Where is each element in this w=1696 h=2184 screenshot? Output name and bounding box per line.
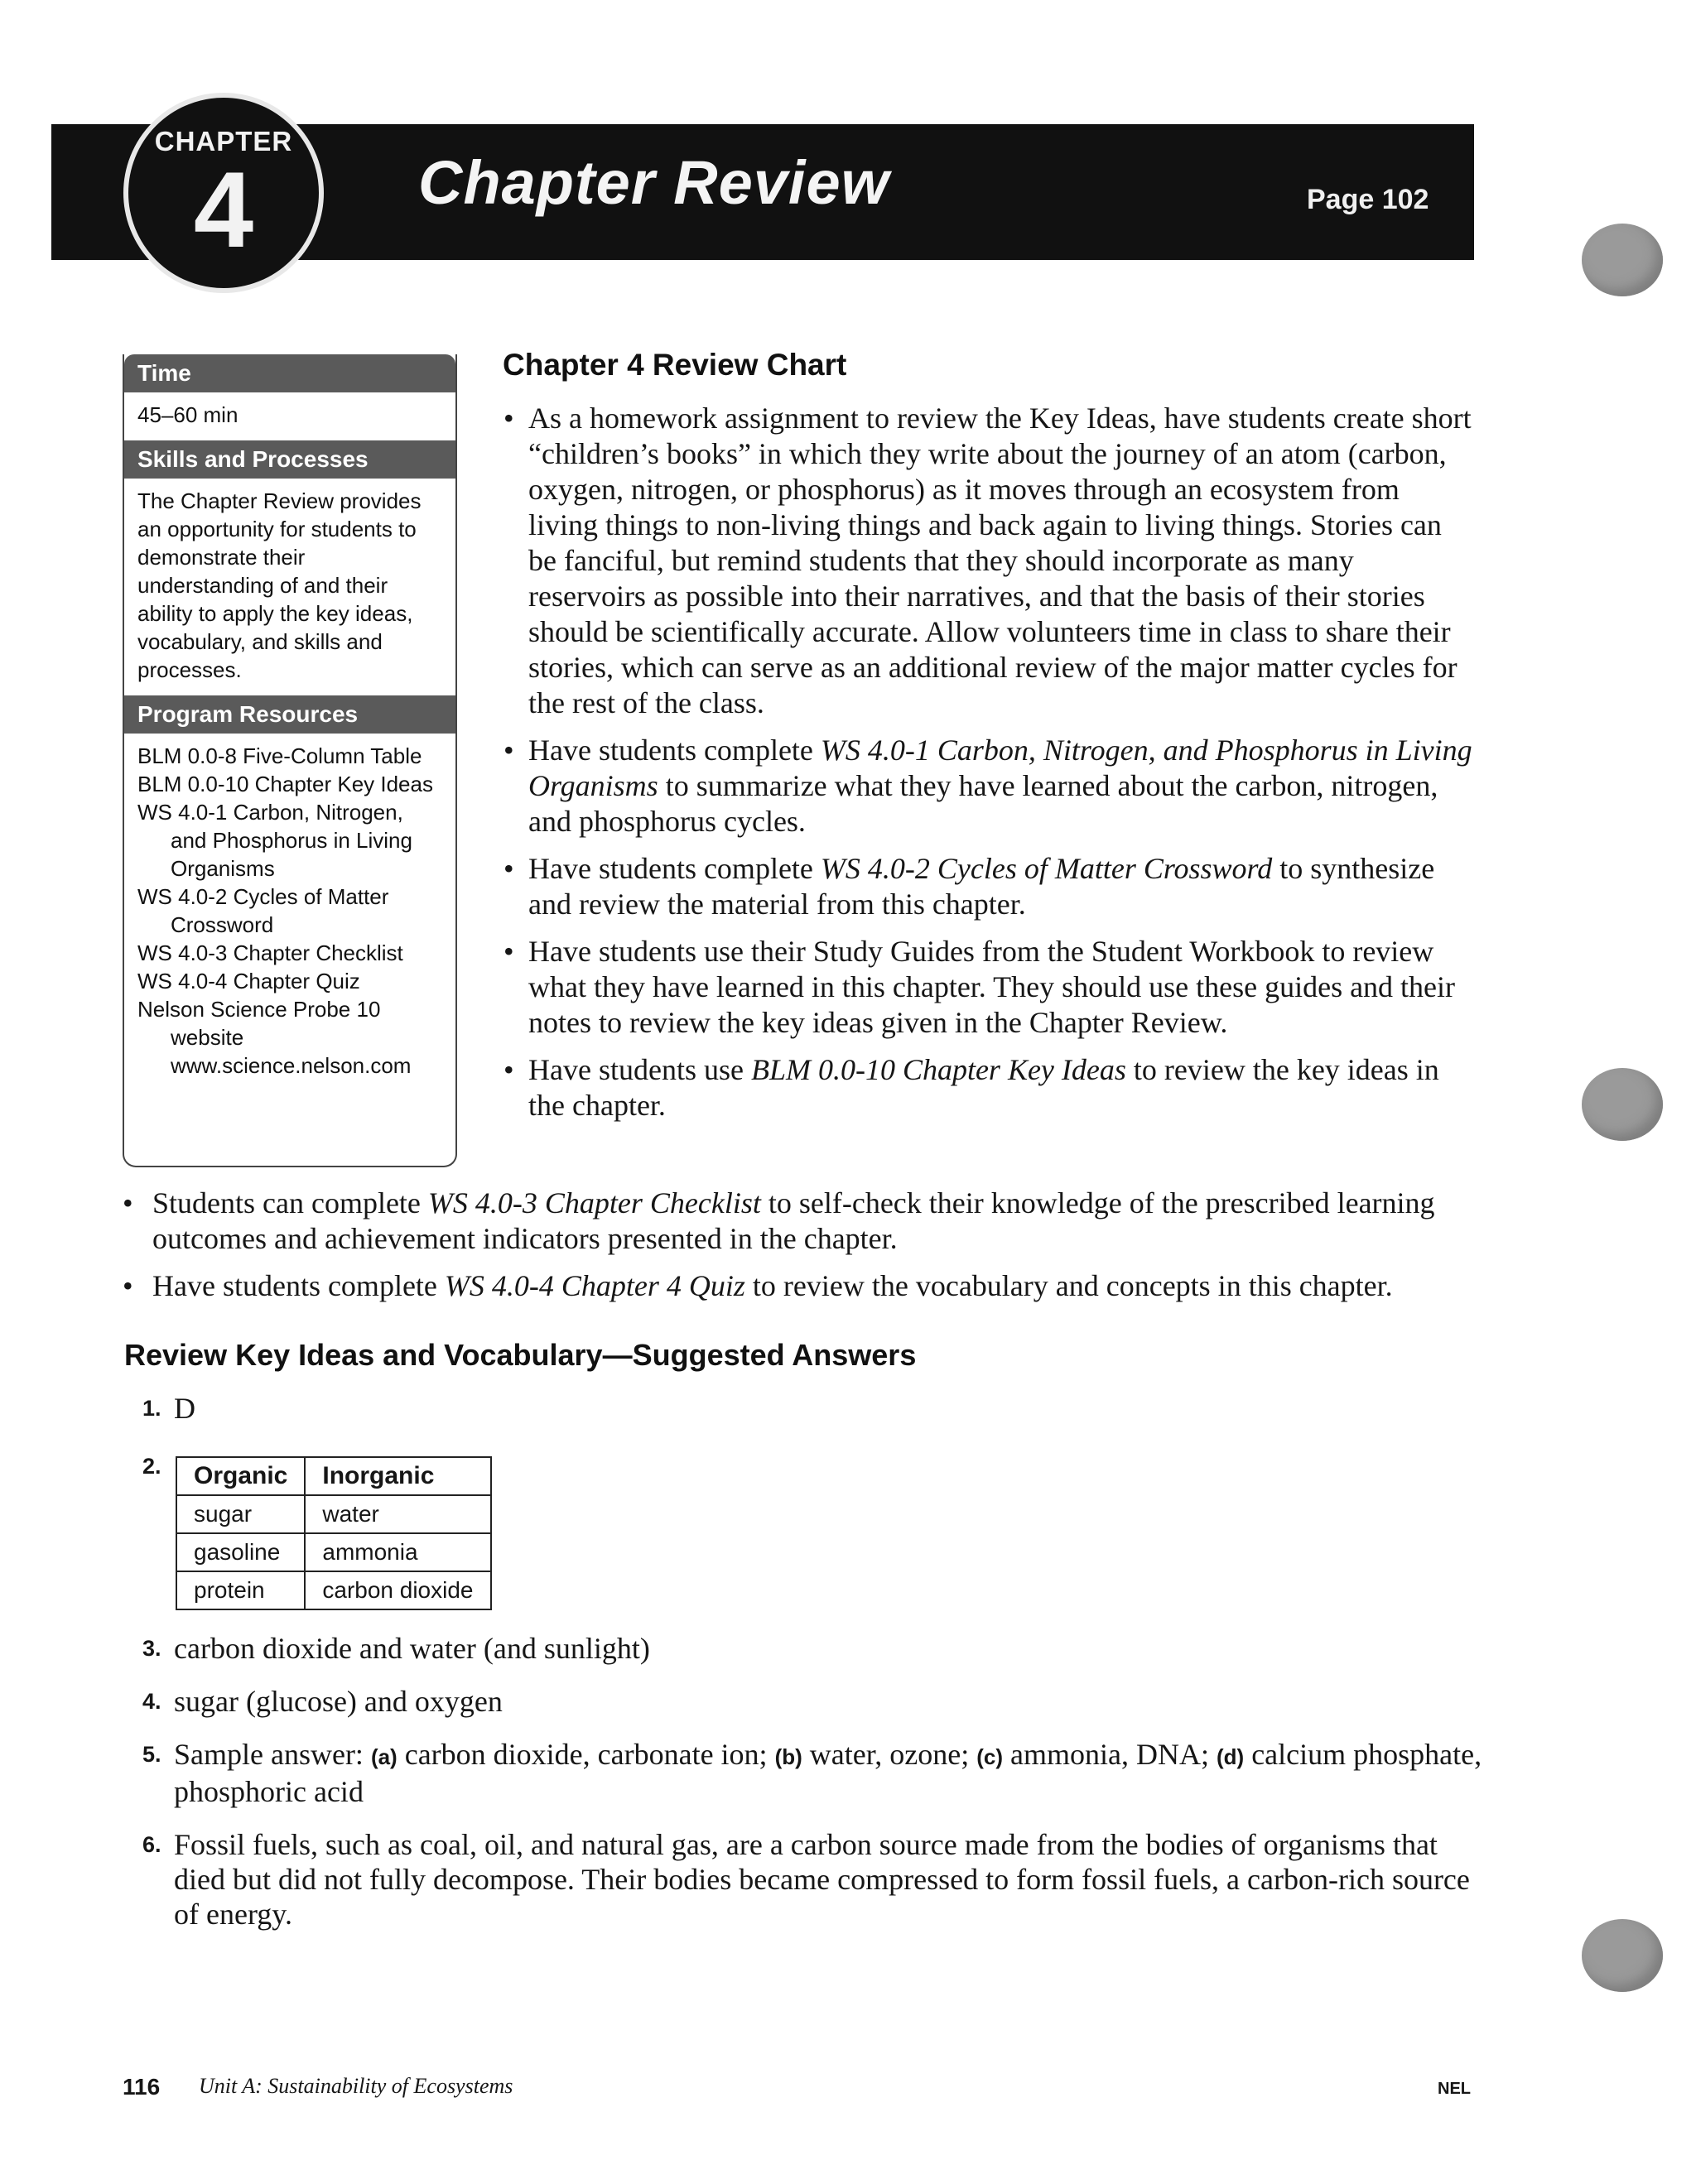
time-heading: Time xyxy=(124,354,455,392)
bullet-text: Students can complete xyxy=(152,1186,428,1219)
resources-heading: Program Resources xyxy=(124,695,455,734)
bullet-item xyxy=(504,1052,1472,1123)
answer-item xyxy=(142,1684,1484,1719)
footer-publisher: NEL xyxy=(1438,2080,1471,2098)
answer-text: Fossil fuels, such as coal, oil, and natural gas, are a carbon source made from the bodies of organisms that died but did not fully decompose. Their bodies became compressed to form fossil fuels, a carbon-rich source of energy. xyxy=(174,1828,1470,1931)
footer-unit-title: Unit A: Sustainability of Ecosystems xyxy=(199,2074,513,2098)
bullet-text: to synthesize and review the material from this chapter. xyxy=(528,852,1435,921)
resource-item: WS 4.0-1 Carbon, Nitrogen, and Phosphorus in Living Organisms xyxy=(137,800,412,881)
answer-text: D xyxy=(174,1392,195,1425)
bullet-text: Have students use their Study Guides from the Student Workbook to review what they have learned in this chapter. They should use these guides and their notes to review the key ideas given in the Chapter Review. xyxy=(528,935,1456,1039)
table-cell: protein xyxy=(176,1571,305,1609)
answer-number: 3. xyxy=(142,1636,161,1661)
table-cell: sugar xyxy=(176,1495,305,1533)
bullet-text: to self-check their knowledge of the prescribed learning outcomes and achievement indicators presented in the chapter. xyxy=(152,1186,1435,1255)
page-title: Chapter Review xyxy=(418,148,890,217)
answers-heading: Review Key Ideas and Vocabulary—Suggested Answers xyxy=(124,1338,917,1372)
part-label: (b) xyxy=(774,1744,802,1769)
skills-heading: Skills and Processes xyxy=(124,440,455,479)
answer-1 xyxy=(142,1391,1484,1444)
resource-item: Nelson Science Probe 10 website www.science.nelson.com xyxy=(137,997,412,1078)
table-row xyxy=(176,1495,491,1533)
organic-inorganic-table xyxy=(176,1456,492,1610)
answer-text: carbon dioxide and water (and sunlight) xyxy=(174,1632,650,1665)
answer-text: ammonia, DNA; xyxy=(1003,1738,1217,1771)
table-row xyxy=(176,1533,491,1571)
bullet-item xyxy=(504,851,1472,922)
full-width-bullets xyxy=(123,1186,1472,1316)
footer-page-number: 116 xyxy=(123,2074,161,2100)
bullet-item xyxy=(504,733,1472,839)
resource-reference: WS 4.0-1 Carbon, Nitrogen, and Phosphorus in Living Organisms xyxy=(528,734,1472,802)
table-header-cell: Organic xyxy=(176,1457,305,1495)
chapter-label: CHAPTER xyxy=(154,126,293,156)
table-cell: gasoline xyxy=(176,1533,305,1571)
table-cell: water xyxy=(305,1495,490,1533)
answer-item xyxy=(142,1737,1484,1809)
answer-text: calcium phosphate, phosphoric acid xyxy=(174,1738,1482,1808)
resource-item: WS 4.0-4 Chapter Quiz xyxy=(137,969,360,993)
part-label: (c) xyxy=(976,1744,1004,1769)
chapter-number: 4 xyxy=(193,149,254,270)
resource-reference: WS 4.0-4 Chapter 4 Quiz xyxy=(444,1269,745,1302)
bullet-text: Have students complete xyxy=(528,852,821,885)
skills-text: The Chapter Review provides an opportunity for students to demonstrate their understanding of and their ability to apply the key ideas, vocabulary, and skills and processes. xyxy=(137,488,422,682)
punch-hole-middle xyxy=(1582,1068,1663,1141)
resource-item: WS 4.0-2 Cycles of Matter Crossword xyxy=(137,884,389,937)
answer-number: 4. xyxy=(142,1689,161,1714)
bullet-text: to summarize what they have learned about the carbon, nitrogen, and phosphorus cycles. xyxy=(528,769,1438,838)
time-value: 45–60 min xyxy=(137,402,238,427)
punch-hole-bottom xyxy=(1582,1919,1663,1992)
resource-reference: WS 4.0-3 Chapter Checklist xyxy=(427,1186,761,1219)
page-reference: Page 102 xyxy=(1307,184,1429,215)
answer-item xyxy=(142,1391,1484,1426)
sidebar-box xyxy=(123,354,457,1167)
review-chart-bullets xyxy=(504,401,1472,1135)
punch-hole-top xyxy=(1582,224,1663,296)
answer-number: 2. xyxy=(142,1454,161,1479)
resource-reference: WS 4.0-2 Cycles of Matter Crossword xyxy=(820,852,1273,885)
resource-reference: BLM 0.0-10 Chapter Key Ideas xyxy=(750,1053,1126,1086)
table-header-row xyxy=(176,1457,491,1495)
table-cell: carbon dioxide xyxy=(305,1571,490,1609)
bullet-item xyxy=(504,401,1472,721)
answer-item xyxy=(142,1631,1484,1666)
answer-number: 5. xyxy=(142,1742,161,1767)
chapter-badge xyxy=(120,89,327,296)
resource-item: BLM 0.0-10 Chapter Key Ideas xyxy=(137,772,433,796)
part-label: (d) xyxy=(1216,1744,1245,1769)
answer-text: carbon dioxide, carbonate ion; xyxy=(397,1738,775,1771)
review-chart-heading: Chapter 4 Review Chart xyxy=(503,348,847,382)
bullet-text: Have students use xyxy=(528,1053,751,1086)
answer-number: 1. xyxy=(142,1396,161,1421)
resources-list xyxy=(124,734,455,1091)
bullet-item xyxy=(123,1186,1472,1257)
answers-3-to-6 xyxy=(142,1631,1484,1950)
bullet-text: to review the vocabulary and concepts in this chapter. xyxy=(744,1269,1393,1302)
bullet-text: Have students complete xyxy=(152,1269,445,1302)
bullet-item xyxy=(123,1268,1472,1304)
answer-text: sugar (glucose) and oxygen xyxy=(174,1685,503,1718)
table-header-cell: Inorganic xyxy=(305,1457,490,1495)
resource-item: WS 4.0-3 Chapter Checklist xyxy=(137,940,403,965)
table-row xyxy=(176,1571,491,1609)
part-label: (a) xyxy=(370,1744,398,1769)
bullet-text: As a homework assignment to review the Key Ideas, have students create short “children’s books” in which they write about the journey of an atom (carbon, oxygen, nitrogen, or phosphorus) as it moves through an ecosystem from living things to non-living things and back again to living things. Stories can be fanciful, but remind students that they should incorporate as many reservoirs as possible into their narratives, and that the basis of their stories should be scientifically accurate. Allow volunteers time in class to share their stories, which can serve as an additional review of the major matter cycles for the rest of the class. xyxy=(528,402,1472,719)
bullet-item xyxy=(504,934,1472,1041)
answer-item xyxy=(142,1827,1484,1931)
resource-item: BLM 0.0-8 Five-Column Table xyxy=(137,743,422,768)
bullet-text: to review the key ideas in the chapter. xyxy=(528,1053,1439,1122)
table-cell: ammonia xyxy=(305,1533,490,1571)
answer-text: Sample answer: xyxy=(174,1738,371,1771)
answer-number: 6. xyxy=(142,1832,161,1857)
bullet-text: Have students complete xyxy=(528,734,821,767)
answer-text: water, ozone; xyxy=(802,1738,977,1771)
